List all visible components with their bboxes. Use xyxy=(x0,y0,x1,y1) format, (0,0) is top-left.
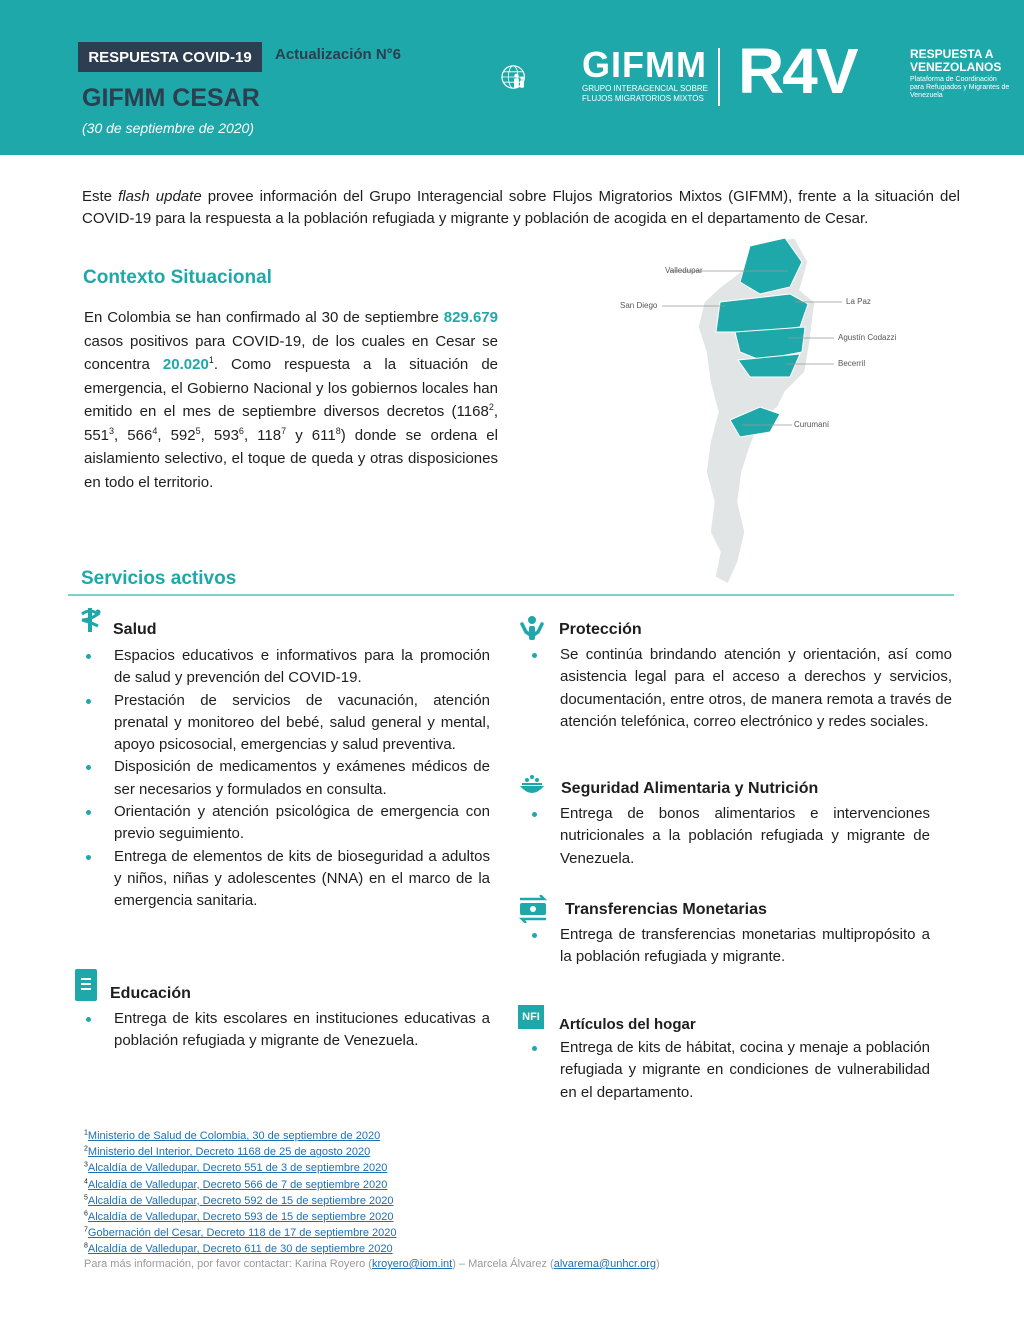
r4v-logo-subtitle: Plataforma de Coordinación para Refugiados y Migrantes de Venezuela xyxy=(910,76,1010,99)
cesar-cases: 20.020 xyxy=(162,356,209,373)
footnote-link[interactable]: Alcaldía de Valledupar, Decreto 611 de 30 de septiembre 2020 xyxy=(87,1243,393,1256)
list-item: Orientación y atención psicológica de emergencia con previo seguimiento. xyxy=(84,801,490,846)
list-item: Disposición de medicamentos y exámenes médicos de ser necesarios y formulados en consulta. xyxy=(84,756,490,801)
cash-transfer-icon xyxy=(518,895,548,923)
intro-paragraph: Este flash update provee información del Grupo Interagencial sobre Flujos Migratorios Mixtos (GIFMM), frente a la situación del COVID-19 para la respuesta a la población refugiada y migrante y población de acogida en el departamento de Cesar. xyxy=(82,188,961,227)
educacion-list xyxy=(84,1008,490,1053)
update-number: Actualización N°6 xyxy=(275,46,402,63)
list-item: Entrega de bonos alimentarios e intervenciones nutricionales a la población refugiada y migrante de Venezuela. xyxy=(530,803,930,870)
map-label-la-paz: La Paz xyxy=(846,297,871,306)
department-map-shape xyxy=(610,232,920,592)
cesar-map xyxy=(610,232,920,592)
protection-icon xyxy=(518,614,546,642)
list-item: Entrega de kits de hábitat, cocina y menaje a población refugiada y migrante en condiciones de vulnerabilidad en el departamento. xyxy=(530,1037,930,1104)
gifmm-logo-text: GIFMM xyxy=(582,44,707,85)
footnote: $^6$Alcaldía de Valledupar, Decreto 593 de 15 de septiembre 2020 xyxy=(84,1210,394,1224)
r4v-logo-title: RESPUESTA A VENEZOLANOS xyxy=(910,47,1002,74)
footnote: $^5$Alcaldía de Valledupar, Decreto 592 de 15 de septiembre 2020 xyxy=(84,1194,394,1207)
footnote-link[interactable]: Alcaldía de Valledupar, Decreto 593 de 15 de septiembre 2020 xyxy=(87,1211,394,1224)
seguridad-list xyxy=(530,803,930,870)
footnote: $^8$Alcaldía de Valledupar, Decreto 611 de 30 de septiembre 2020 xyxy=(84,1242,393,1256)
response-tag: RESPUESTA COVID-19 xyxy=(78,42,262,72)
list-item: Entrega de elementos de kits de bioseguridad a adultos y niños, niñas y adolescentes (NNA) en el marco de la emergencia sanitaria. xyxy=(84,846,490,913)
national-cases: 829.679 xyxy=(443,309,498,326)
footnotes xyxy=(84,1128,784,1258)
educacion-heading: Educación xyxy=(110,985,191,1002)
map-label-agustin-codazzi: Agustín Codazzi xyxy=(838,333,897,342)
footnote-link[interactable]: Alcaldía de Valledupar, Decreto 592 de 15 de septiembre 2020 xyxy=(87,1194,394,1207)
logo-divider xyxy=(718,48,720,106)
footnote: $^2$Ministerio del Interior, Decreto 1168 de 25 de agosto 2020 xyxy=(84,1145,371,1159)
list-item: Entrega de transferencias monetarias multipropósito a la población refugiada y migrante. xyxy=(530,924,930,969)
seguridad-heading: Seguridad Alimentaria y Nutrición xyxy=(561,780,819,797)
footnote-link[interactable]: Gobernación del Cesar, Decreto 118 de 17 de septiembre 2020 xyxy=(87,1227,397,1240)
footnote: $^4$Alcaldía de Valledupar, Decreto 566 de 7 de septiembre 2020 xyxy=(84,1177,388,1191)
contact-email-link[interactable]: kroyero@iom.int xyxy=(371,1258,453,1270)
page-title: GIFMM CESAR xyxy=(82,84,260,112)
map-label-valledupar: Valledupar xyxy=(665,266,703,275)
nfi-icon: NFI xyxy=(518,1005,544,1029)
list-item: Prestación de servicios de vacunación, atención prenatal y monitoreo del bebé, salud general y mental, apoyo psicosocial, emergencias y salud preventiva. xyxy=(84,690,490,757)
health-icon xyxy=(76,606,104,634)
header-banner xyxy=(0,0,1024,155)
list-item: Espacios educativos e informativos para la promoción de salud y prevención del COVID-19. xyxy=(84,645,490,690)
report-date: (30 de septiembre de 2020) xyxy=(82,120,254,136)
footnote-link[interactable]: Alcaldía de Valledupar, Decreto 566 de 7 de septiembre 2020 xyxy=(87,1178,388,1191)
gifmm-logo-subtitle: GRUPO INTERAGENCIAL SOBRE FLUJOS MIGRATORIOS MIXTOS xyxy=(582,84,708,103)
footnote-link[interactable]: Ministerio del Interior, Decreto 1168 de 25 de agosto 2020 xyxy=(87,1146,371,1159)
proteccion-heading: Protección xyxy=(559,621,642,638)
services-heading: Servicios activos xyxy=(81,568,237,589)
r4v-logo-text: R4V xyxy=(738,35,857,107)
footnote-link[interactable]: Alcaldía de Valledupar, Decreto 551 de 3 de septiembre 2020 xyxy=(87,1162,388,1175)
section-divider xyxy=(68,594,954,596)
transferencias-list xyxy=(530,924,930,969)
transferencias-heading: Transferencias Monetarias xyxy=(565,901,767,918)
hogar-list xyxy=(530,1037,930,1104)
footnote-link[interactable]: Ministerio de Salud de Colombia, 30 de septiembre de 2020 xyxy=(87,1130,381,1142)
flash-update-term: flash update xyxy=(118,188,202,205)
context-heading: Contexto Situacional xyxy=(83,267,272,288)
food-bowl-icon xyxy=(518,770,546,798)
footnote: $^3$Alcaldía de Valledupar, Decreto 551 de 3 de septiembre 2020 xyxy=(84,1161,388,1175)
contact-email-link[interactable]: alvarema@unhcr.org xyxy=(553,1258,656,1270)
footnote: $^1$Ministerio de Salud de Colombia, 30 de septiembre de 2020 xyxy=(84,1129,381,1142)
hogar-heading: Artículos del hogar xyxy=(559,1016,696,1033)
globe-people-icon xyxy=(498,44,578,110)
map-label-becerril: Becerril xyxy=(838,359,866,368)
context-paragraph: En Colombia se han confirmado al 30 de septiembre 829.679 casos positivos para COVID-19, de los cuales en Cesar se concentra 20.020$^1$. Como respuesta a la situación de emergencia, el Gobierno Nacional y los gobiernos locales han emitido en el mes de septiembre diversos decretos (1168$^2$, $551^3$, $566^4$, $592^5$, $593^6$, $118^7$ y $611^8$) donde se ordena el aislamiento selectivo, el toque de queda y otras disposiciones en todo el territorio. xyxy=(84,309,498,491)
map-label-san-diego: San Diego xyxy=(620,301,658,310)
education-icon xyxy=(74,968,98,1002)
proteccion-list xyxy=(530,644,952,733)
contact-line: Para más información, por favor contactar: Karina Royero (kroyero@iom.int) – Marcela Álvarez (alvarema@unhcr.org) xyxy=(84,1258,660,1270)
footnote: $^7$Gobernación del Cesar, Decreto 118 de 17 de septiembre 2020 xyxy=(84,1226,397,1240)
map-label-curumani: Curumaní xyxy=(794,420,830,429)
list-item: Se continúa brindando atención y orientación, así como asistencia legal para el acceso a derechos y servicios, documentación, entre otros, de manera remota a través de atención telefónica, correo electrónico y redes sociales. xyxy=(530,644,952,733)
salud-list xyxy=(84,645,490,913)
salud-heading: Salud xyxy=(113,621,157,638)
list-item: Entrega de kits escolares en instituciones educativas a población refugiada y migrante de Venezuela. xyxy=(84,1008,490,1053)
